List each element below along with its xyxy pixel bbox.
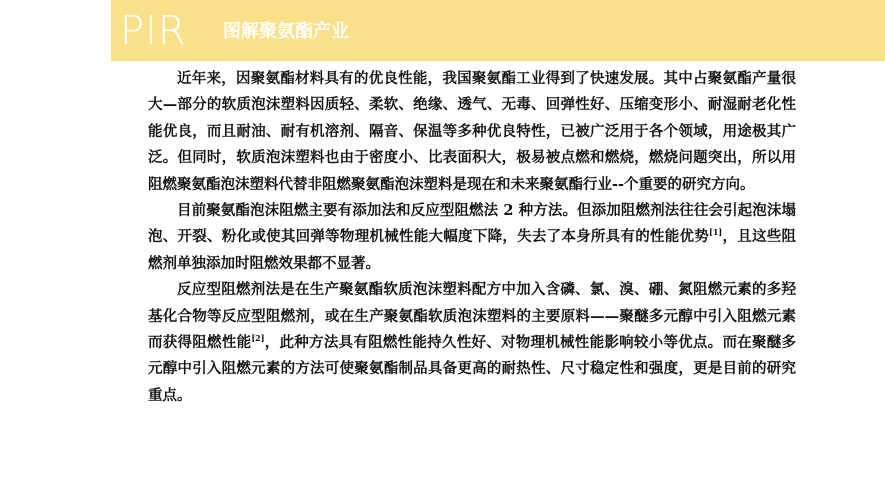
paragraph-2-text-after: ，且这些阻燃剂单独添加时阻燃效果都不显著。 (148, 228, 797, 272)
citation-ref-1: [1] (709, 227, 723, 238)
paragraph-3-text-before: 反应型阻燃剂法是在生产聚氨酯软质泡沫塑料配方中加入含磷、氯、溴、硼、氮阻燃元素的多羟基化合物等反应型阻燃剂，或在生产聚氨酯软质泡沫塑料的主要原料——聚醚多元醇中引入阻燃元素而获得阻燃性能 (148, 281, 796, 352)
document-body (148, 66, 796, 409)
citation-ref-2: [2] (251, 333, 265, 344)
paragraph-1-text: 近年来，因聚氨酯材料具有的优良性能，我国聚氨酯工业得到了快速发展。其中占聚氨酯产量很大—部分的软质泡沫塑料因质轻、柔软、绝缘、透气、无毒、回弹性好、压缩变形小、耐湿耐老化性能优良，而且耐油、耐有机溶剂、隔音、保温等多种优良特性，已被广泛用于各个领域，用途极其广泛。但同时，软质泡沫塑料也由于密度小、比表面积大，极易被点燃和燃烧，燃烧问题突出，所以用阻燃聚氨酯泡沫塑料代替非阻燃聚氨酯泡沫塑料是现在和未来聚氨酯行业--个重要的研究方向。 (148, 70, 796, 193)
paragraph-3 (148, 277, 796, 409)
paragraph-3-text-after: ，此种方法具有阻燃性能持久性好、对物理机械性能影响较小等优点。而在聚醚多元醇中引入阻燃元素的方法可使聚氨酯制品具备更高的耐热性、尺寸稳定性和强度，更是目前的研究重点。 (148, 334, 797, 404)
header-logo: PIR (120, 8, 187, 54)
paragraph-1 (148, 66, 796, 198)
header-title: 图解聚氨酯产业 (223, 21, 349, 42)
paragraph-2 (148, 198, 796, 277)
paragraph-2-text-before: 目前聚氨酯泡沫阻燃主要有添加法和反应型阻燃法 2 种方法。但添加阻燃剂法往往会引起泡沫塌泡、开裂、粉化或使其回弹等物理机械性能大幅度下降，失去了本身所具有的性能优势 (148, 202, 796, 246)
